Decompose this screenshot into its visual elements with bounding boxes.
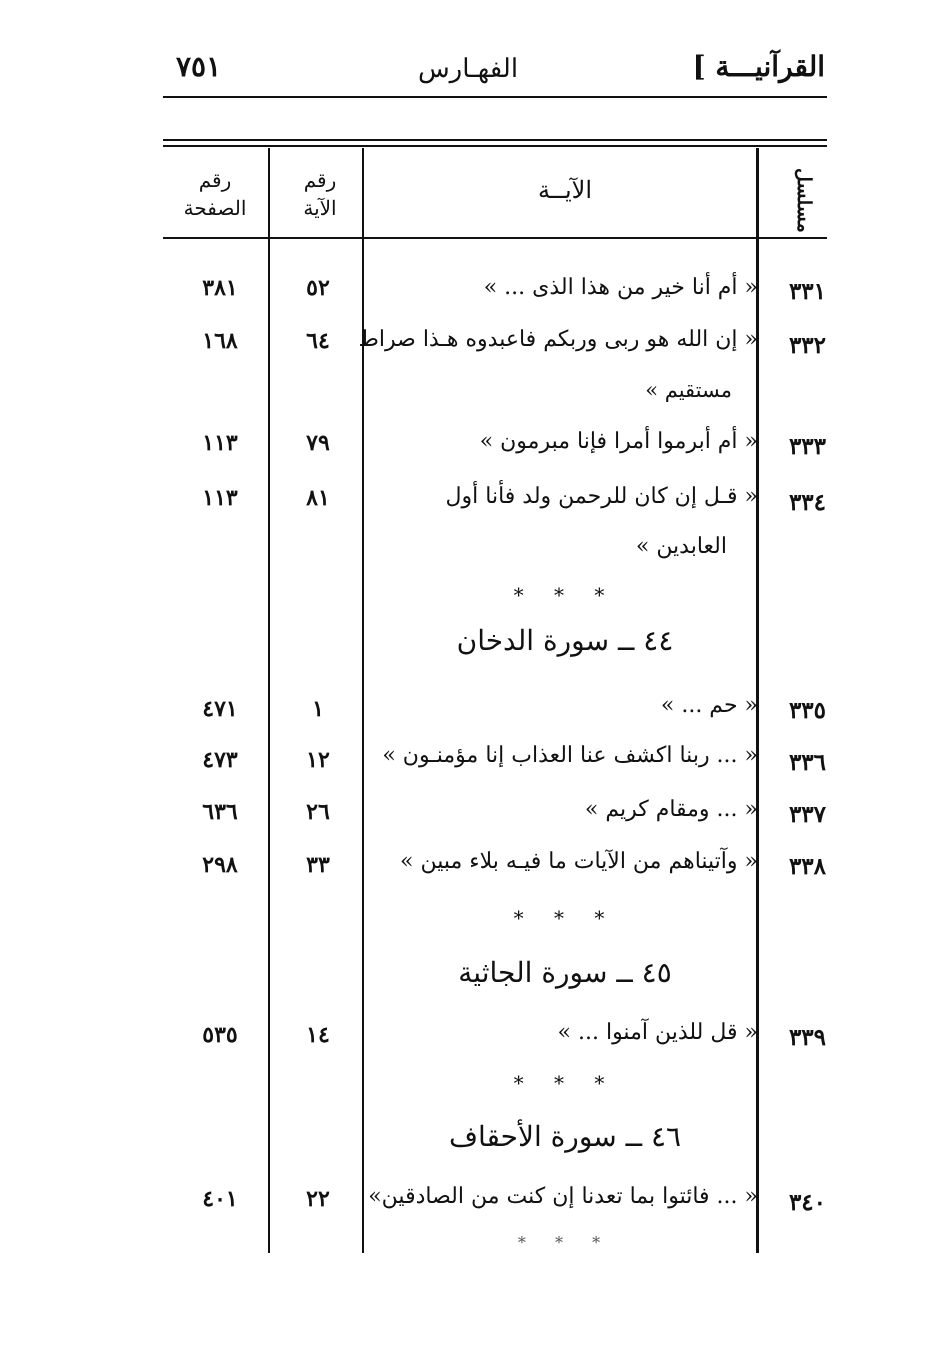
row-page-number: ٤٠١	[202, 1186, 238, 1212]
column-divider	[362, 148, 364, 1253]
row-serial: ٣٣٥	[788, 697, 826, 724]
row-ayah: « أم أبرموا أمرا فإنا مبرمون »	[479, 429, 758, 454]
row-serial: ٣٣٩	[788, 1024, 826, 1051]
row-serial: ٣٣٢	[788, 332, 826, 359]
row-ayah: « ... ربنا اكشف عنا العذاب إنا مؤمنـون »	[382, 743, 758, 768]
table-top-rule	[163, 139, 827, 141]
row-ayah-number: ٨١	[306, 485, 330, 511]
row-ayah: « وآتيناهم من الآيات ما فيـه بلاء مبين »	[400, 849, 758, 874]
row-ayah-number: ٧٩	[306, 430, 330, 456]
row-ayah-number: ١	[312, 696, 324, 722]
row-ayah: « ... فائتوا بما تعدنا إن كنت من الصادقين»	[368, 1184, 758, 1209]
row-ayah-number: ٦٤	[306, 328, 330, 354]
column-header-page-number: رقم الصفحة	[183, 168, 247, 220]
row-ayah-number: ٢٦	[306, 799, 330, 825]
row-ayah-number: ٢٢	[306, 1186, 330, 1212]
page-number: ٧٥١	[176, 50, 222, 83]
section-title: القرآنيـــة ]	[692, 50, 825, 83]
row-serial: ٣٣١	[788, 278, 826, 305]
row-ayah: « قـل إن كان للرحمن ولد فأنا أول	[445, 484, 758, 509]
row-ayah-number: ١٤	[306, 1022, 330, 1048]
row-ayah: « قل للذين آمنوا ... »	[557, 1020, 758, 1045]
row-ayah: « أم أنا خير من هذا الذى ... »	[483, 275, 758, 300]
row-page-number: ٣٨١	[202, 275, 238, 301]
running-title: الفهـارس	[417, 54, 519, 84]
surah-heading: ٤٥ ــ سورة الجاثية	[458, 956, 672, 989]
surah-heading: ٤٦ ــ سورة الأحقاف	[448, 1120, 682, 1153]
row-ayah: « إن الله هو ربى وربكم فاعبدوه هـذا صراط	[358, 327, 758, 352]
row-serial: ٣٣٣	[788, 433, 826, 460]
row-page-number: ٢٩٨	[202, 852, 238, 878]
section-separator: * * *	[517, 1233, 613, 1252]
row-ayah-continued: مستقيم »	[645, 378, 732, 402]
section-separator: * * *	[513, 906, 617, 930]
row-page-number: ١١٣	[202, 430, 238, 456]
row-serial: ٣٣٦	[788, 749, 826, 776]
row-ayah-number: ٥٢	[306, 275, 330, 301]
section-separator: * * *	[513, 1071, 617, 1095]
row-ayah: « حم ... »	[660, 693, 758, 718]
row-serial: ٣٤٠	[788, 1189, 826, 1216]
row-ayah-number: ٣٣	[306, 852, 330, 878]
row-ayah-continued: العابدين »	[635, 534, 727, 559]
column-header-ayah-number: رقم الآية	[303, 168, 337, 220]
row-page-number: ٥٣٥	[202, 1022, 238, 1048]
row-page-number: ١٦٨	[202, 328, 238, 354]
column-header-ayah: الآيــة	[538, 176, 592, 204]
surah-heading: ٤٤ ــ سورة الدخان	[456, 624, 674, 657]
row-serial: ٣٣٤	[788, 489, 826, 516]
table-top-rule-2	[163, 145, 827, 147]
table-header-rule	[163, 237, 827, 239]
row-ayah-number: ١٢	[306, 747, 330, 773]
row-ayah: « ... ومقام كريم »	[584, 797, 758, 822]
row-serial: ٣٣٧	[788, 801, 826, 828]
header-rule	[163, 96, 827, 98]
column-header-serial: مسلسل	[793, 168, 815, 233]
row-page-number: ٦٣٦	[202, 799, 238, 825]
row-serial: ٣٣٨	[788, 853, 826, 880]
row-page-number: ٤٧٣	[202, 747, 238, 773]
section-separator: * * *	[513, 583, 617, 607]
row-page-number: ٤٧١	[202, 696, 238, 722]
row-page-number: ١١٣	[202, 485, 238, 511]
